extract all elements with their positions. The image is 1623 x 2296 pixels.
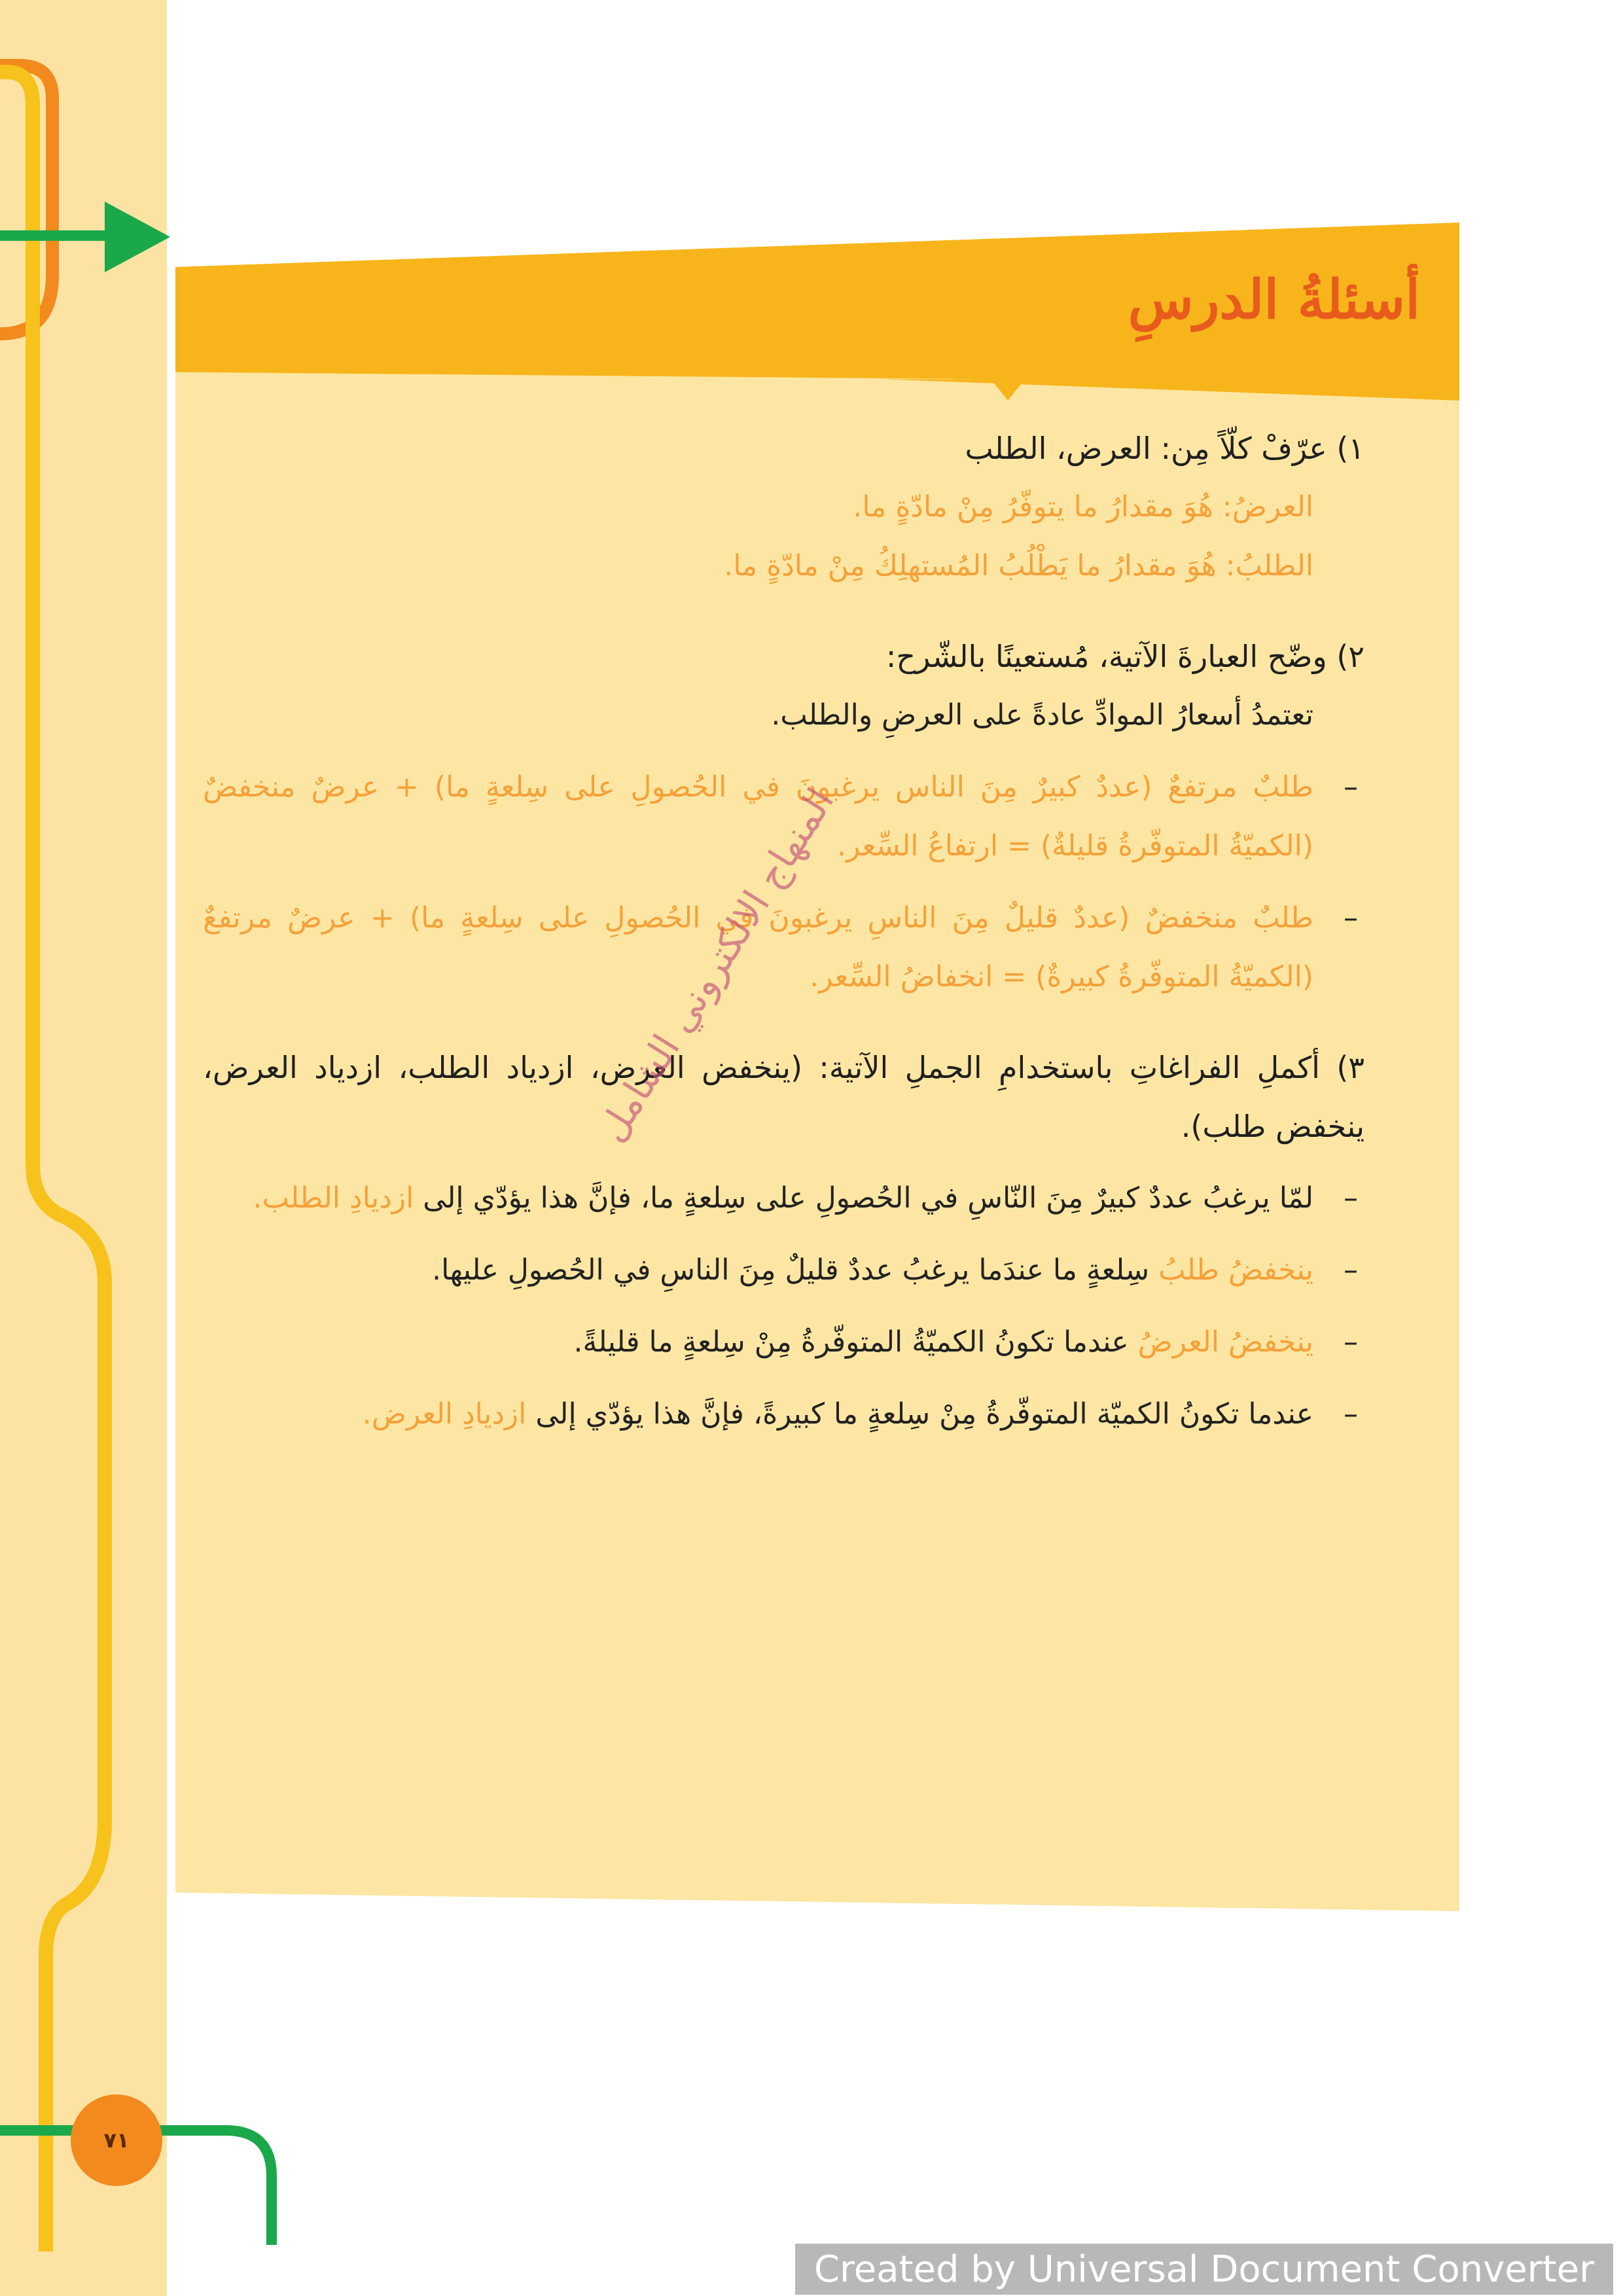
- question-3-item-4-text: عندما تكونُ الكميّة المتوفّرةُ مِنْ سِلعةٍ ما كبيرةً، فإنَّ هذا يؤدّي إلى: [526, 1397, 1313, 1431]
- page-number-badge: [71, 2094, 162, 2186]
- question-2-answer-2-text: طلبٌ منخفضٌ (عددٌ قليلٌ مِنَ الناسِ يرغبونَ في الحُصولِ على سِلعةٍ ما) + عرضٌ مرتفعٌ (الكميّةُ المتوفّرةُ كبيرةٌ) = انخفاضُ السِّعر.: [203, 901, 1313, 994]
- question-3-item-4: [203, 1385, 1364, 1444]
- dash-marker: –: [1344, 901, 1358, 935]
- dash-marker: –: [1344, 1397, 1358, 1431]
- question-2-statement: تعتمدُ أسعارُ الموادِّ عادةً على العرضِ والطلب.: [771, 698, 1313, 732]
- question-3-item-2-answer: ينخفضُ طلبُ: [1158, 1253, 1313, 1287]
- dash-marker: –: [1344, 1181, 1358, 1215]
- question-3-item-3-answer: ينخفضُ العرضُ: [1137, 1325, 1313, 1359]
- watermark: المنهاج الالكتروني الشامل: [589, 780, 843, 1150]
- question-3-item-3-text: عندما تكونُ الكميّةُ المتوفّرةُ مِنْ سِلعةٍ ما قليلةً.: [573, 1325, 1138, 1359]
- question-3-item-1-text: لمّا يرغبُ عددٌ كبيرٌ مِنَ النّاسِ في الحُصولِ على سِلعةٍ ما، فإنَّ هذا يؤدّي إلى: [414, 1181, 1313, 1215]
- question-3: ٣) أكملِ الفراغاتِ باستخدامِ الجملِ الآتية: (ينخفض العرض، ازدياد الطلب، ازدياد العرض، ينخفض طلب).: [203, 1050, 1364, 1144]
- question-3-item-1: [203, 1169, 1364, 1228]
- dash-marker: –: [1344, 770, 1358, 804]
- question-3-item-2: [203, 1241, 1364, 1300]
- question-1-answer-2: الطلبُ: هُوَ مقدارُ ما يَطْلُبُ المُستهلِكُ مِنْ مادّةٍ ما.: [724, 549, 1313, 583]
- question-2-answer-2: [203, 889, 1364, 1007]
- converter-stamp: Created by Universal Document Converter: [795, 2244, 1613, 2295]
- lesson-title: أسئلةُ الدرسِ: [1128, 268, 1420, 331]
- questions-content: [203, 419, 1364, 1444]
- question-3-item-2-text: سِلعةٍ ما عندَما يرغبُ عددٌ قليلٌ مِنَ الناسِ في الحُصولِ عليها.: [432, 1253, 1159, 1287]
- question-3-item-1-answer: ازديادِ الطلب.: [253, 1181, 414, 1215]
- question-2: ٢) وضّح العبارةَ الآتية، مُستعينًا بالشّرح:: [885, 639, 1364, 674]
- dash-marker: –: [1344, 1253, 1358, 1287]
- dash-marker: –: [1344, 1325, 1358, 1359]
- page-number: ٧١: [103, 2128, 130, 2153]
- question-3-item-4-answer: ازديادِ العرض.: [362, 1397, 527, 1431]
- question-1-answer-1: العرضُ: هُوَ مقدارُ ما يتوفّرُ مِنْ مادّةٍ ما.: [853, 490, 1313, 524]
- question-2-answer-1-text: طلبٌ مرتفعٌ (عددٌ كبيرٌ مِنَ الناس يرغبونَ في الحُصولِ على سِلعةٍ ما) + عرضٌ منخفضٌ (الكميّةُ المتوفّرةُ قليلةٌ) = ارتفاعُ السِّعر.: [203, 770, 1313, 863]
- arrow-icon: [105, 202, 170, 272]
- question-1: ١) عرّفْ كلّاً مِن: العرض، الطلب: [965, 431, 1364, 466]
- question-3-item-3: [203, 1313, 1364, 1372]
